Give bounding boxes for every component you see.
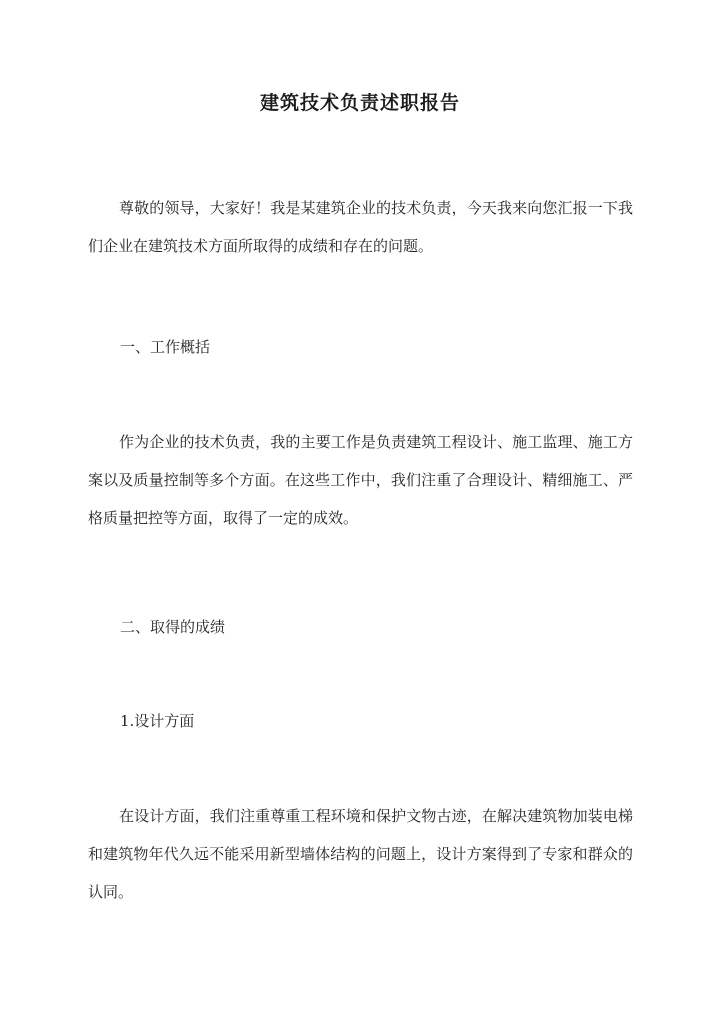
design-paragraph: 在设计方面，我们注重尊重工程环境和保护文物古迹，在解决建筑物加装电梯和建筑物年代久远不能采用新型墙体结构的问题上，设计方案得到了专家和群众的认同。	[88, 807, 633, 901]
work-overview-paragraph: 作为企业的技术负责，我的主要工作是负责建筑工程设计、施工监理、施工方案以及质量控制等多个方面。在这些工作中，我们注重了合理设计、精细施工、严格质量把控等方面，取得了一定的成效。	[88, 433, 633, 527]
subsection-heading-design: 1.设计方面	[120, 712, 195, 730]
document-title: 建筑技术负责述职报告	[259, 92, 460, 114]
section-heading-work-overview: 一、工作概括	[120, 338, 211, 356]
section-heading-achievements: 二、取得的成绩	[120, 618, 226, 636]
intro-paragraph: 尊敬的领导，大家好！我是某建筑企业的技术负责，今天我来向您汇报一下我们企业在建筑技术方面所取得的成绩和存在的问题。	[88, 199, 633, 255]
